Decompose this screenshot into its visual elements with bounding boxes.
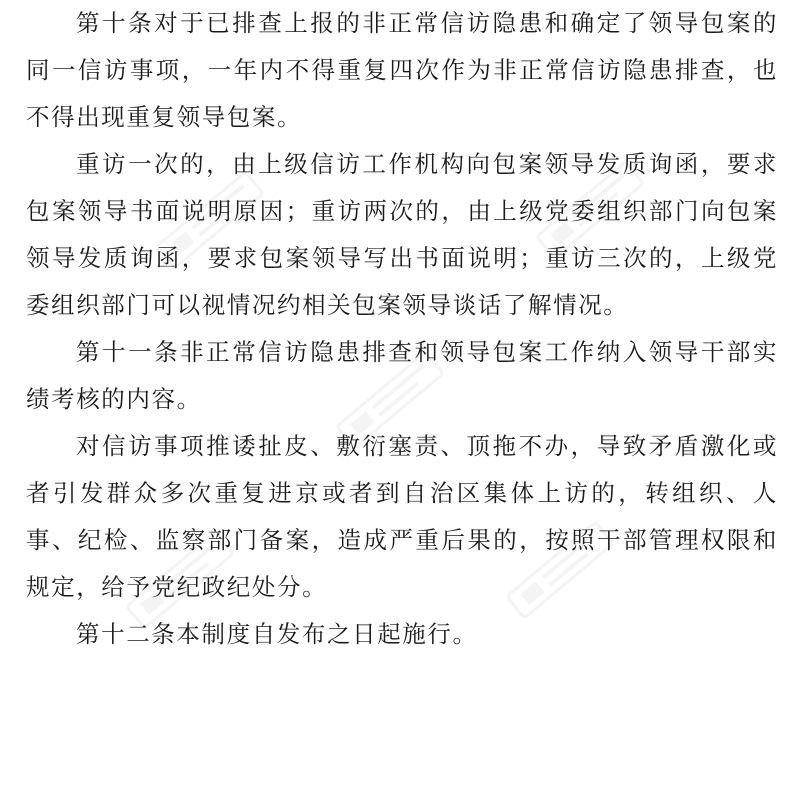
document-body (26, 0, 778, 658)
paragraph-article-11: 第十一条非正常信访隐患排查和领导包案工作纳入领导干部实绩考核的内容。 (26, 338, 778, 413)
paragraph-revisit-rules: 重访一次的，由上级信访工作机构向包案领导发质询函，要求包案领导书面说明原因；重访两次的，由上级党委组织部门向包案领导发质询函，要求包案领导写出书面说明；重访三次的，上级党委组织部门可以视情况约相关包案领导谈话了解情况。 (26, 150, 778, 319)
paragraph-article-12: 第十二条本制度自发布之日起施行。 (76, 620, 478, 648)
paragraph-article-10: 第十条对于已排查上报的非正常信访隐患和确定了领导包案的同一信访事项，一年内不得重复四次作为非正常信访隐患排查，也不得出现重复领导包案。 (26, 9, 778, 131)
paragraph-accountability: 对信访事项推诿扯皮、敷衍塞责、顶拖不办，导致矛盾激化或者引发群众多次重复进京或者到自治区集体上访的，转组织、人事、纪检、监察部门备案，造成严重后果的，按照干部管理权限和规定，给予党纪政纪处分。 (26, 432, 778, 601)
